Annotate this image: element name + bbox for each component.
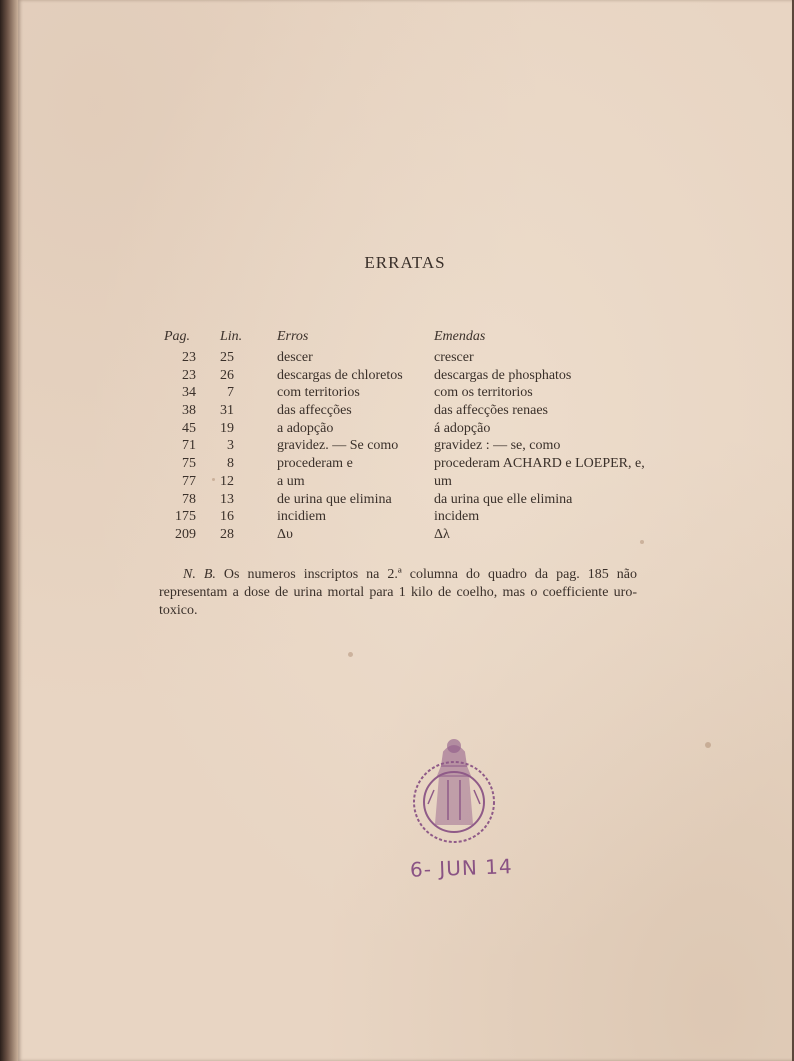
table-row [158,455,658,473]
cell-emenda: um [434,473,452,489]
library-seal-icon [404,730,504,845]
header-emendas: Emendas [434,329,486,344]
cell-lin: 25 [220,350,234,365]
cell-emenda: incidem [434,509,480,525]
paper-spot [212,478,215,481]
cell-pag: 38 [182,403,196,419]
table-row [158,420,658,438]
cell-erro: com territorios [277,385,360,401]
table-row [158,402,658,420]
cell-lin: 3 [227,438,234,454]
cell-emenda: Δλ [434,526,450,542]
cell-erro: procederam e [277,456,353,472]
cell-lin: 26 [220,367,234,383]
book-spine [0,0,18,1061]
table-row [158,526,658,544]
paper-spot [705,742,711,748]
cell-lin: 7 [227,385,234,401]
cell-pag: 71 [182,438,196,454]
cell-pag: 34 [182,385,196,401]
cell-erro: descargas de chloretos [277,367,403,383]
table-row [158,437,658,455]
cell-emenda: descargas de phosphatos [434,367,572,383]
cell-pag: 23 [182,367,196,383]
header-lin: Lin. [220,329,243,344]
table-row [158,508,658,526]
footnote [159,566,637,620]
cell-emenda: á adopção [434,420,491,436]
header-pag: Pag. [164,329,191,344]
cell-lin: 28 [220,526,234,542]
cell-pag: 23 [182,350,196,365]
cell-emenda: gravidez : — se, como [434,438,561,454]
cell-pag: 45 [182,420,196,436]
cell-pag: 78 [182,491,196,507]
cell-pag: 209 [175,526,196,542]
cell-erro: a adopção [277,420,334,436]
cell-emenda: crescer [434,350,474,365]
errata-table [158,327,658,544]
table-row [158,473,658,491]
cell-lin: 8 [227,456,234,472]
cell-erro: das affecções [277,403,352,419]
table-header-row [158,327,658,347]
cell-erro: incidiem [277,509,326,525]
cell-pag: 77 [182,473,196,489]
cell-emenda: procederam ACHARD e LOEPER, e, [434,456,645,472]
cell-erro: de urina que elimina [277,491,392,507]
paper-spot [640,540,644,544]
page-title: ERRATAS [364,253,446,272]
cell-lin: 19 [220,420,234,436]
table-row [158,491,658,509]
stamp-date: 6- JUN 14 [409,854,513,882]
cell-lin: 31 [220,403,234,419]
cell-pag: 175 [175,509,196,525]
cell-lin: 16 [220,509,234,525]
table-row [158,367,658,385]
cell-erro: a um [277,473,305,489]
cell-lin: 12 [220,473,234,489]
cell-pag: 75 [182,456,196,472]
cell-emenda: com os territorios [434,385,533,401]
footnote-text: Os numeros inscriptos na 2.ª columna do quadro da pag. 185 não representam a dose de urina mortal para 1 kilo de coelho, mas o coefficiente uro-toxico. [159,567,638,618]
footnote-lead: N. B. [183,567,216,582]
paper-spot [348,652,353,657]
header-erros: Erros [277,329,309,344]
cell-lin: 13 [220,491,234,507]
table-row [158,384,658,402]
cell-emenda: da urina que elle elimina [434,491,573,507]
cell-erro: descer [277,350,313,365]
cell-emenda: das affecções renaes [434,403,549,419]
cell-erro: Δυ [277,526,293,542]
table-row [158,349,658,367]
cell-erro: gravidez. — Se como [277,438,399,454]
